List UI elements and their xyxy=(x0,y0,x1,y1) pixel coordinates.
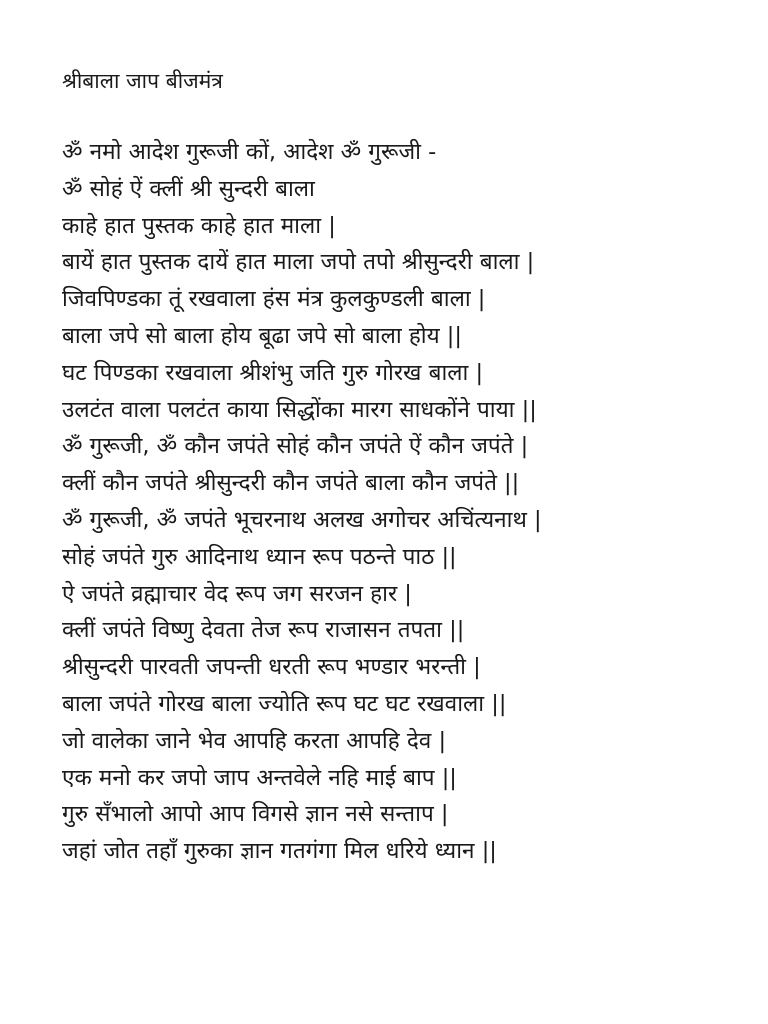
verse-line: उलटंत वाला पलटंत काया सिद्धोंका मारग साधकोंने पाया || xyxy=(62,396,537,423)
verse-line: बाला जपे सो बाला होय बूढा जपे सो बाला होय || xyxy=(62,322,462,349)
verse-line: क्लीं जपंते विष्णु देवता तेज रूप राजासन तपता || xyxy=(62,617,465,644)
verse-line: काहे हात पुस्तक काहे हात माला | xyxy=(62,212,336,239)
verse-line: क्लीं कौन जपंते श्रीसुन्दरी कौन जपंते बाला कौन जपंते || xyxy=(62,470,520,497)
verse-line: बायें हात पुस्तक दायें हात माला जपो तपो श्रीसुन्दरी बाला | xyxy=(62,249,535,276)
verse-line: बाला जपंते गोरख बाला ज्योति रूप घट घट रखवाला || xyxy=(62,690,507,717)
verse-line: श्रीसुन्दरी पारवती जपन्ती धरती रूप भण्डार भरन्ती | xyxy=(62,654,481,681)
verse-line: घट पिण्डका रखवाला श्रीशंभु जति गुरु गोरख बाला | xyxy=(62,359,484,386)
document-page xyxy=(62,66,752,870)
verse-lines xyxy=(62,134,752,870)
verse-line: जो वालेका जाने भेव आपहि करता आपहि देव | xyxy=(62,727,447,754)
verse-line: ॐ नमो आदेश गुरूजी कों, आदेश ॐ गुरूजी - xyxy=(62,139,437,165)
verse-line: सोहं जपंते गुरु आदिनाथ ध्यान रूप पठन्ते पाठ || xyxy=(62,543,457,570)
verse-line: जहां जोत तहाँ गुरुका ज्ञान गतगंगा मिल धरिये ध्यान || xyxy=(62,838,497,865)
verse-line: गुरु सँभालो आपो आप विगसे ज्ञान नसे सन्ताप | xyxy=(62,801,449,828)
document-title: श्रीबाला जाप बीजमंत्र xyxy=(62,69,223,93)
verse-line: ॐ गुरूजी, ॐ जपंते भूचरनाथ अलख अगोचर अचिंत्यनाथ | xyxy=(62,506,542,533)
verse-line: ऐ जपंते व्रह्माचार वेद रूप जग सरजन हार | xyxy=(62,580,412,607)
verse-line: ॐ गुरूजी, ॐ कौन जपंते सोहं कौन जपंते ऐं कौन जपंते | xyxy=(62,433,529,460)
verse-line: ॐ सोहं ऐं क्लीं श्री सुन्दरी बाला xyxy=(62,175,315,202)
verse-line: एक मनो कर जपो जाप अन्तवेले नहि माई बाप || xyxy=(62,764,457,791)
verse-line: जिवपिण्डका तूं रखवाला हंस मंत्र कुलकुण्डली बाला | xyxy=(62,286,486,313)
